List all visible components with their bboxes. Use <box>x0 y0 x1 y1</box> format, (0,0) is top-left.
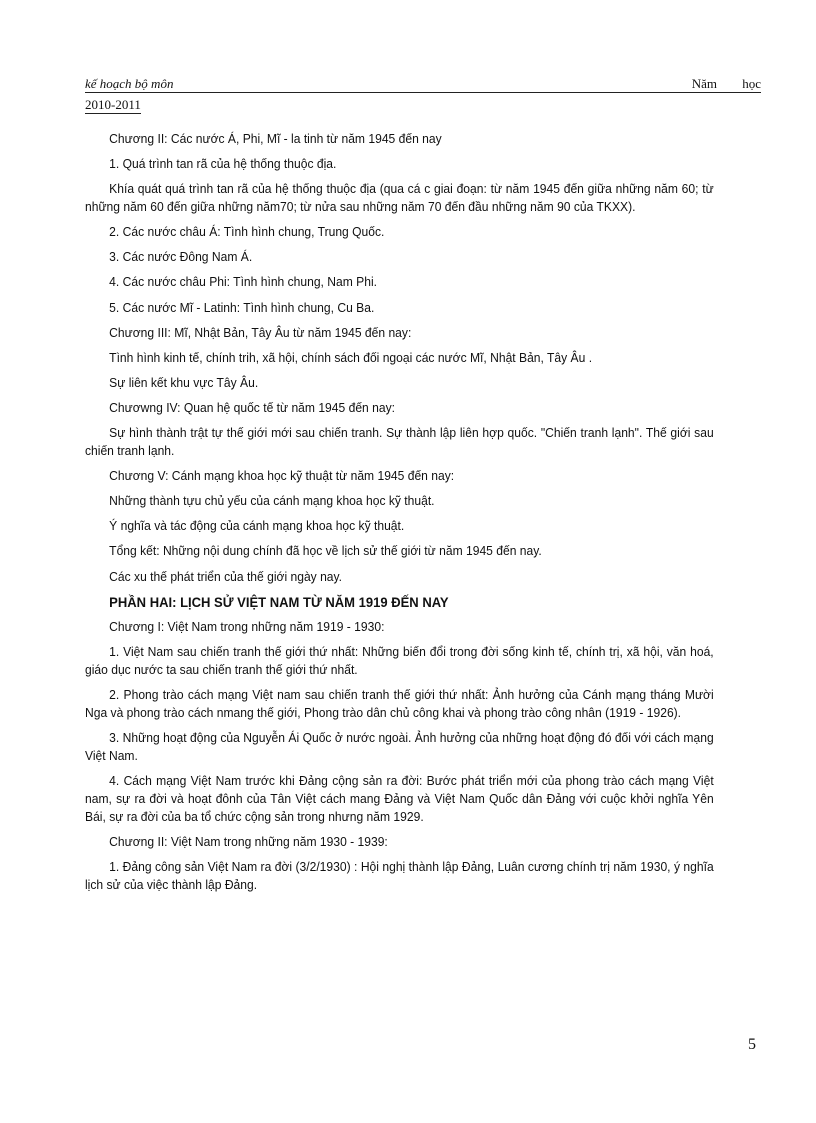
paragraph: 2. Các nước châu Á: Tình hình chung, Trung Quốc. <box>109 224 385 240</box>
page-number: 5 <box>748 1036 756 1053</box>
paragraph: 3. Các nước Đông Nam Á. <box>109 249 253 265</box>
paragraph: 1. Đảng công sản Việt Nam ra đời (3/2/1930) : Hội nghị thành lập Đảng, Luân cương chính trị năm 1930, ý nghĩa lịch sử của việc thành lập Đảng. <box>85 859 714 893</box>
paragraph: Các xu thế phát triển của thế giới ngày nay. <box>109 568 343 584</box>
paragraph: 3. Những hoạt động của Nguyễn Ái Quốc ở nước ngoài. Ảnh hưởng của những hoạt động đó đối với cách mạng Việt Nam. <box>85 729 714 763</box>
header-left-text: kế hoạch bộ môn <box>85 76 174 91</box>
paragraph: Chương II: Việt Nam trong những năm 1930 - 1939: <box>109 834 388 850</box>
paragraph: Sự hình thành trật tự thế giới mới sau chiến tranh. Sự thành lập liên hợp quốc. "Chiến tranh lạnh". Thế giới sau chiến tranh lạnh. <box>85 425 714 459</box>
paragraph: 4. Các nước châu Phi: Tình hình chung, Nam Phi. <box>109 274 378 290</box>
section-heading: PHẦN HAI: LỊCH SỬ VIỆT NAM TỪ NĂM 1919 ĐẾN NAY <box>109 593 449 610</box>
paragraph: 5. Các nước Mĩ - Latinh: Tình hình chung, Cu Ba. <box>109 299 375 315</box>
paragraph: 2. Phong trào cách mạng Việt nam sau chiến tranh thế giới thứ nhất: Ảnh hưởng của Cánh mạng tháng Mười Nga và phong trào cách nmang thế giới, Phong trào dân chủ công khai và phong trào công nhân (1919 - 1926). <box>85 686 714 720</box>
paragraph: Chương I: Việt Nam trong những năm 1919 - 1930: <box>109 618 385 634</box>
paragraph: Chươwng IV: Quan hệ quốc tế từ năm 1945 đến nay: <box>109 399 395 415</box>
header-year: 2010-2011 <box>85 97 141 112</box>
paragraph: Những thành tựu chủ yếu của cánh mạng khoa học kỹ thuật. <box>109 493 435 509</box>
paragraph: Chương II: Các nước Á, Phi, Mĩ - la tinh từ năm 1945 đến nay <box>109 131 442 146</box>
paragraph: Chương V: Cánh mạng khoa học kỹ thuật từ năm 1945 đến nay: <box>109 468 455 484</box>
paragraph: Tình hình kinh tế, chính trih, xã hội, chính sách đối ngoại các nước Mĩ, Nhật Bản, Tây Âu . <box>109 349 593 365</box>
page-header <box>85 76 761 93</box>
document-body <box>85 130 714 901</box>
paragraph: Ý nghĩa và tác động của cánh mạng khoa học kỹ thuật. <box>109 518 405 534</box>
paragraph: 1. Việt Nam sau chiến tranh thế giới thứ nhất: Những biến đổi trong đời sống kinh tế, chính trị, xã hội, văn hoá, giáo dục nước ta sau chiến tranh thế giới thứ nhất. <box>85 643 714 677</box>
paragraph: Khía quát quá trình tan rã của hệ thống thuộc địa (qua cá c giai đoạn: từ năm 1945 đến giữa những năm 60; từ những năm 60 đến giữa những năm70; từ nửa sau những năm 70 đến đầu những năm 90 của TKXX). <box>85 181 714 215</box>
paragraph: Sự liên kết khu vực Tây Âu. <box>109 374 259 390</box>
paragraph: Chương III: Mĩ, Nhật Bản, Tây Âu từ năm 1945 đến nay: <box>109 324 412 340</box>
paragraph: Tổng kết: Những nội dung chính đã học về lịch sử thế giới từ năm 1945 đến nay. <box>109 543 542 559</box>
paragraph: 4. Cách mạng Việt Nam trước khi Đảng cộng sản ra đời: Bước phát triển mới của phong trào cách mạng Việt nam, sự ra đời và hoạt đônh của Tân Việt cách mang Đảng và Việt Nam Quốc dân Đảng với cuộc khởi nghĩa Yên Bái, sự ra đời của ba tổ chức cộng sản trong nhưng năm 1929. <box>85 773 714 825</box>
paragraph: 1. Quá trình tan rã của hệ thống thuộc địa. <box>109 156 337 172</box>
header-right-text: Năm học <box>691 76 761 91</box>
